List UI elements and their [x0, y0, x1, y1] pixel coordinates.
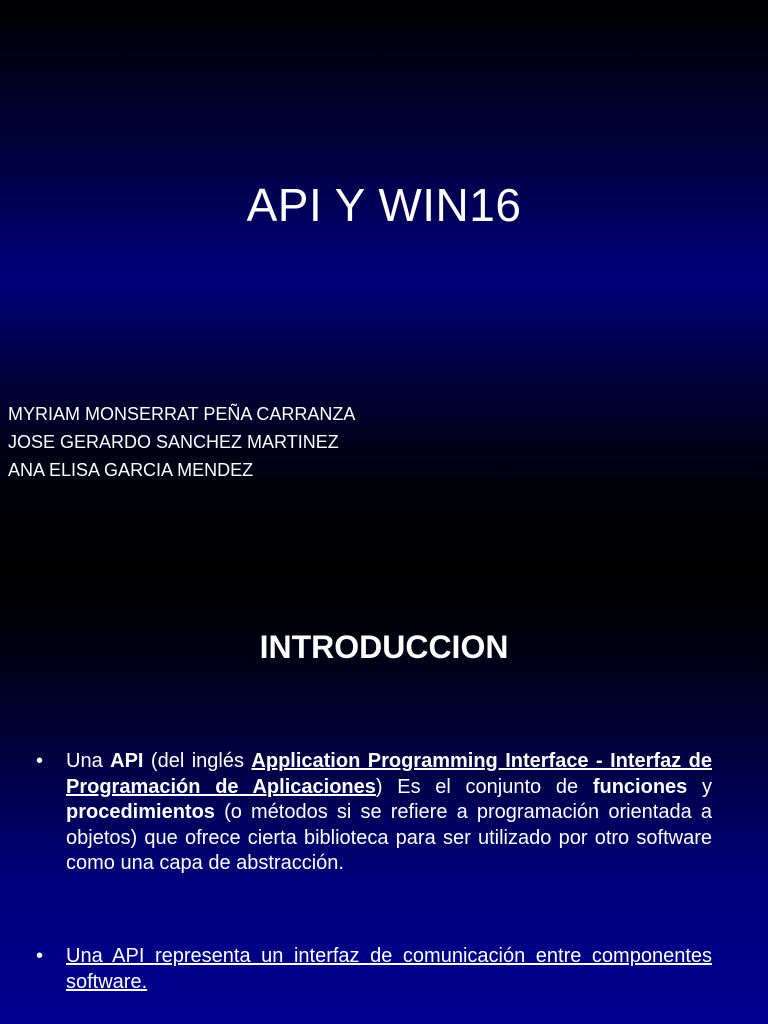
bold-term: API — [110, 750, 144, 772]
bold-term: funciones — [592, 775, 688, 798]
bullet-text: ) Es el conjunto de — [375, 775, 593, 798]
bullet-icon: • — [36, 750, 44, 772]
bullet-item — [36, 749, 712, 877]
bullet-item — [36, 944, 712, 995]
author-list — [8, 400, 355, 484]
bullet-text: (o métodos si se refiere a programación orientada a objetos) que ofrece cierta biblioteca para ser utilizado por otro software como una capa de abstracción. — [66, 801, 712, 874]
definition-link[interactable]: Application Programming Interface - Interfaz de Programación de Aplicaciones — [66, 750, 712, 798]
slide-heading: INTRODUCCION — [259, 629, 509, 665]
intro-slide — [0, 576, 768, 1024]
author-name: JOSE GERARDO SANCHEZ MARTINEZ — [8, 432, 339, 452]
bullet-text: Una — [66, 750, 111, 772]
bullet-text: y — [687, 775, 712, 798]
bullet-link-text[interactable]: Una API representa un interfaz de comunicación entre componentes software. — [66, 945, 712, 993]
slide-title: API Y WIN16 — [246, 179, 522, 231]
author-name: ANA ELISA GARCIA MENDEZ — [8, 460, 254, 480]
bold-term: procedimientos — [66, 801, 215, 823]
bullet-text: (del inglés — [143, 750, 252, 772]
author-name: MYRIAM MONSERRAT PEÑA CARRANZA — [8, 404, 356, 424]
bullet-icon: • — [36, 945, 44, 967]
